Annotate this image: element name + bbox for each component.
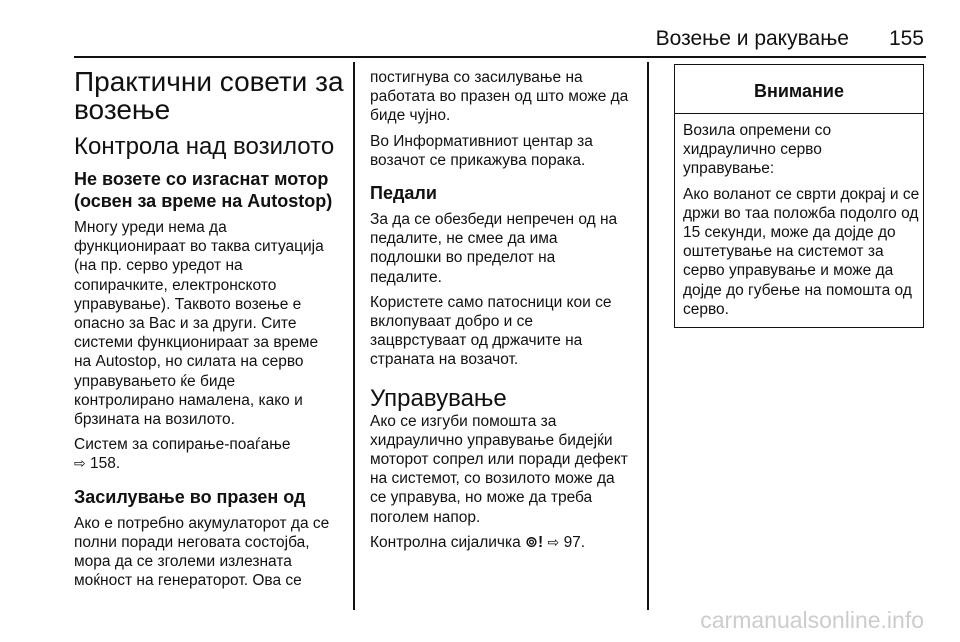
paragraph-floor-mats: Користете само патосници кои се вклопуваат добро и се зацврстуваат од држачите на страната на возачот. [370,293,612,369]
reference-arrow-icon: ⇨ [74,455,86,472]
paragraph-idle-continued: постигнува со засилување на работата во празен од што може да биде чујно. [370,69,629,125]
paragraph-stop-start-ref: Систем за сопирање-поаѓање ⇨ 158. [74,436,291,473]
watermark: carmanualsonline.info [700,607,924,633]
paragraph-control-light: Контролна сијаличка ⊚! ⇨ 97. [370,533,586,551]
header-rule [74,56,926,58]
heading-pedals: Педали [370,183,437,204]
notice-body [675,114,923,327]
column-divider-right [647,62,649,610]
main-heading: Практични совети за возење [74,66,344,125]
notice-paragraph-1: Возила опремени со хидраулично серво управување: [683,122,832,178]
paragraph-driver-info: Во Информативниот центар за возачот се прикажува порака. [370,132,593,169]
warning-notice-box [674,64,924,328]
page-reference-link[interactable]: 97. [563,533,586,551]
power-steering-warning-icon: ⊚! [525,533,544,551]
paragraph-engine-off: Многу уреди нема да функционираат во таква ситуација (на пр. серво уредот на сопирачките, електронското управување). Таквото возење е опасно за Вас и за други. Сите системи функционираат за време на Autostop, но силата на серво управувањето ќе биде контролирано намалена, како и брзината на возилото. [74,219,324,429]
column-2 [370,62,638,558]
paragraph-pedals: За да се обезбеди непречен од на педалите, не смее да има подлошки во пределот на педалите. [370,211,618,286]
reference-arrow-icon: ⇨ [547,533,560,550]
paragraph-idle-boost: Ако е потребно акумулаторот да се полни поради неговата состојба, мора да се зголеми излезната моќност на генераторот. Ова се [74,514,330,590]
paragraph-steering: Ако се изгуби помошта за хидраулично управување бидејќи моторот сопрел или поради дефект на системот, со возилото може да се управува, но може да треба поголем напор. [370,412,628,526]
subheading-vehicle-control: Контрола над возилото [74,133,335,160]
page-number: 155 [888,27,924,50]
column-1 [74,62,350,596]
column-divider-left [353,62,355,610]
heading-idle-boost: Засилување во празен од [74,486,306,507]
subheading-steering: Управување [370,384,507,412]
running-header [656,27,924,51]
heading-engine-off: Не возете со изгаснат мотор (освен за време на Autostop) [74,169,333,211]
notice-paragraph-2: Ако воланот се сврти докрај и се држи во таа положба подолго од 15 секунди, може да дојде до оштетување на системот за серво управување и може да дојде до губење на помошта од серво. [683,185,920,318]
column-3 [674,62,924,328]
notice-title: Внимание [675,65,923,114]
section-title: Возење и ракување [655,27,849,50]
page-reference-link[interactable]: 158. [90,455,121,473]
